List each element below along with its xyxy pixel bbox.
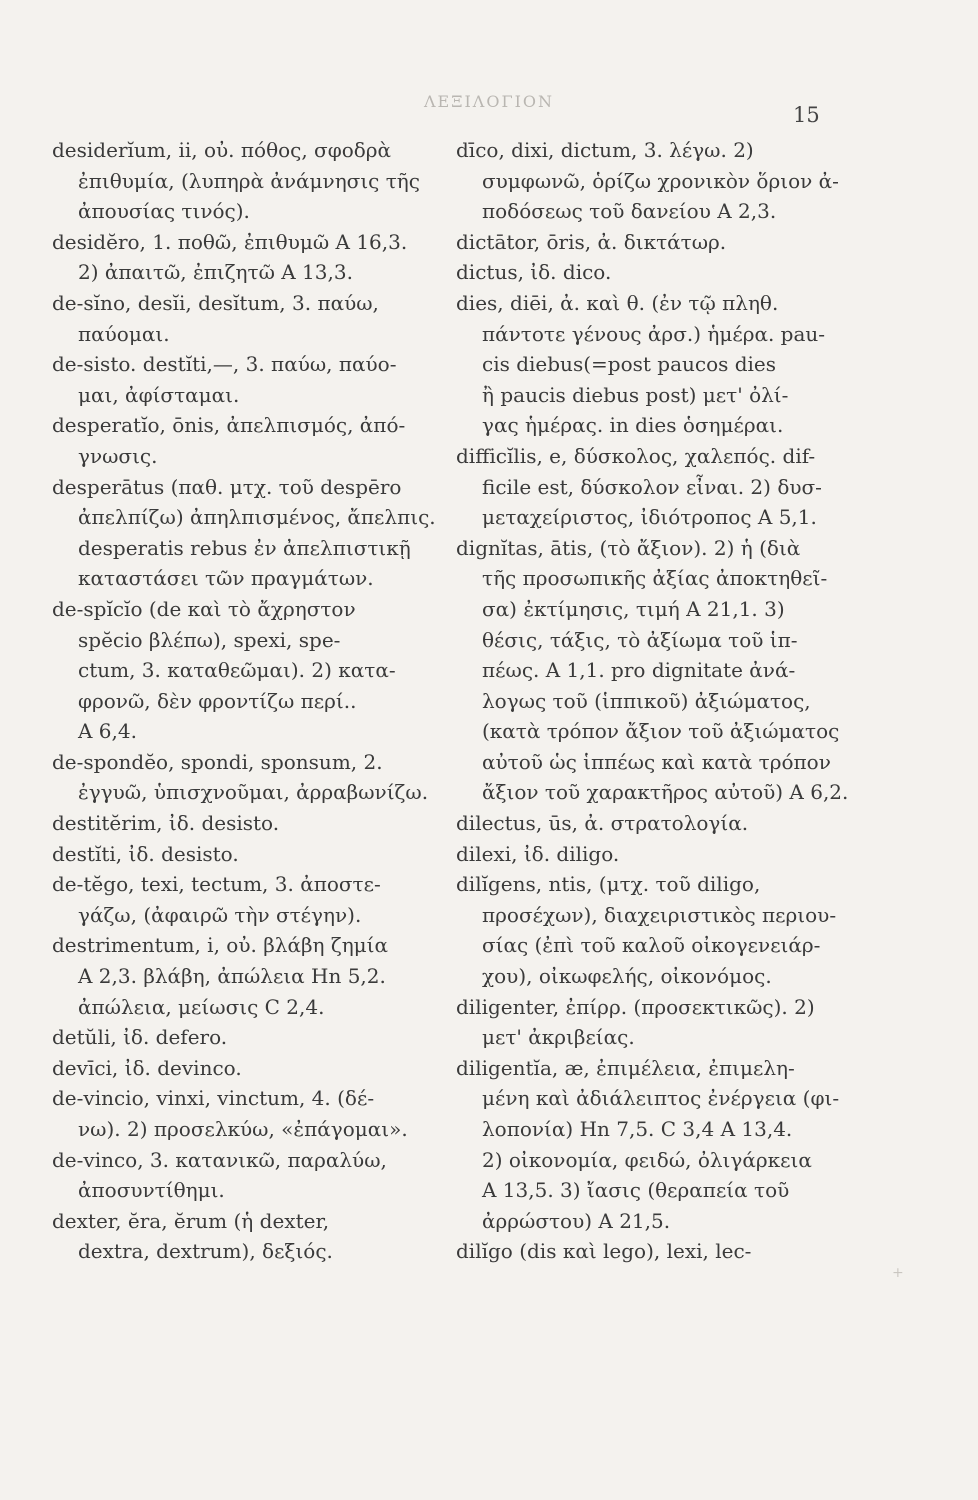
dictionary-line: ἐπιθυμία, (λυπηρὰ ἀνάμνησις τῆς (78, 168, 420, 193)
dictionary-line: de-spondĕo, spondi, sponsum, 2. (52, 749, 383, 774)
dictionary-line: παύομαι. (78, 321, 170, 346)
dictionary-line: dignĭtas, ātis, (τὸ ἄξιον). 2) ἡ (διὰ (456, 535, 801, 560)
dictionary-line: λοπονία) Hn 7,5. C 3,4 A 13,4. (482, 1117, 793, 1141)
dictionary-line: devīci, ἰδ. devinco. (52, 1055, 242, 1080)
dictionary-line: de-spĭcĭo (de καὶ τὸ ἄχρηστον (52, 596, 356, 621)
dictionary-line: A 6,4. (78, 719, 137, 744)
dictionary-line: ἀπελπίζω) ἀπηλπισμένος, ἄπελπις. (78, 505, 436, 530)
dictionary-line: de-sĭno, desĭi, desĭtum, 3. παύω, (52, 290, 379, 315)
dictionary-line: dictus, ἰδ. dico. (456, 260, 612, 285)
right-column (456, 135, 856, 1267)
dictionary-line: dīco, dixi, dictum, 3. λέγω. 2) (456, 138, 754, 162)
dictionary-line: ἢ paucis diebus post) μετ' ὀλί- (482, 382, 789, 407)
dictionary-line: μετ' ἀκριβείας. (482, 1025, 635, 1050)
dictionary-line: dictātor, ōris, ἀ. δικτάτωρ. (456, 229, 727, 254)
dictionary-line: σα) ἐκτίμησις, τιμή A 21,1. 3) (482, 596, 785, 621)
dictionary-line: dilexi, ἰδ. diligo. (456, 841, 620, 866)
dictionary-line: diligenter, ἐπίρρ. (προσεκτικῶς). 2) (456, 994, 815, 1019)
dictionary-line: 2) οἰκονομία, φειδώ, ὀλιγάρκεια (482, 1147, 812, 1172)
dictionary-line: dilectus, ūs, ἀ. στρατολογία. (456, 811, 749, 836)
dictionary-line: desiderĭum, ii, οὐ. πόθος, σφοδρὰ (52, 138, 392, 162)
dictionary-line: de-vincio, vinxi, vinctum, 4. (δέ- (52, 1086, 375, 1111)
left-column (52, 135, 442, 1267)
dictionary-line: φρονῶ, δὲν φροντίζω περί.. (78, 688, 357, 713)
dictionary-line: χου), οἰκωφελής, οἰκονόμος. (482, 964, 772, 989)
dictionary-line: μένη καὶ ἀδιάλειπτος ἐνέργεια (φι- (482, 1086, 840, 1111)
dictionary-line: dilĭgens, ntis, (μτχ. τοῦ diligo, (456, 872, 761, 897)
dictionary-line: difficĭlis, e, δύσκολος, χαλεπός. dif- (456, 443, 816, 468)
dictionary-line: desperatĭo, ōnis, ἀπελπισμός, ἀπό- (52, 413, 406, 438)
dictionary-line: 2) ἀπαιτῶ, ἐπιζητῶ A 13,3. (78, 260, 353, 285)
dictionary-line: cis diebus(=post paucos dies (482, 352, 777, 377)
dictionary-line: destrimentum, i, οὐ. βλάβη ζημία (52, 933, 389, 958)
dictionary-line: dexter, ĕra, ĕrum (ἡ dexter, (52, 1208, 330, 1233)
dictionary-line: dextra, dextrum), δεξιός. (78, 1239, 333, 1264)
dictionary-line: desperatis rebus ἐν ἀπελπιστικῇ (78, 535, 411, 560)
dictionary-line: ἀπώλεια, μείωσις C 2,4. (78, 994, 325, 1019)
dictionary-line: πάντοτε γένους ἀρσ.) ἡμέρα. pau- (482, 321, 826, 346)
dictionary-line: γάζω, (ἀφαιρῶ τὴν στέγην). (78, 902, 362, 927)
dictionary-line: dilĭgo (dis καὶ lego), lexi, lec- (456, 1239, 752, 1264)
dictionary-line: destĭti, ἰδ. desisto. (52, 841, 239, 866)
dictionary-line: συμφωνῶ, ὁρίζω χρονικὸν ὅριον ἀ- (482, 168, 839, 193)
dictionary-line: μαι, ἀφίσταμαι. (78, 382, 240, 407)
dictionary-line: γας ἡμέρας. in dies ὁσημέραι. (482, 413, 784, 438)
dictionary-line: ctum, 3. καταθεῶμαι). 2) κατα- (78, 658, 396, 683)
dictionary-line: detŭli, ἰδ. defero. (52, 1025, 228, 1050)
dictionary-line: desperātus (παθ. μτχ. τοῦ despēro (52, 474, 402, 499)
dictionary-line: προσέχων), διαχειριστικὸς περιου- (482, 902, 837, 927)
dictionary-line: de-tĕgo, texi, tectum, 3. ἀποστε- (52, 872, 381, 897)
dictionary-line: de-vinco, 3. κατανικῶ, παραλύω, (52, 1147, 387, 1172)
dictionary-line: νω). 2) προσελκύω, «ἐπάγομαι». (78, 1117, 408, 1141)
dictionary-line: de-sisto. destĭti,—, 3. παύω, παύο- (52, 352, 397, 377)
dictionary-line: λογως τοῦ (ἱππικοῦ) ἀξιώματος, (482, 688, 811, 713)
dictionary-line: μεταχείριστος, ἰδιότροπος A 5,1. (482, 505, 817, 530)
dictionary-line: desidĕro, 1. ποθῶ, ἐπιθυμῶ A 16,3. (52, 229, 408, 254)
dictionary-line: diligentĭa, æ, ἐπιμέλεια, ἐπιμελη- (456, 1055, 795, 1080)
dictionary-line: ἀποσυντίθημι. (78, 1178, 225, 1203)
dictionary-line: spĕcio βλέπω), spexi, spe- (78, 627, 341, 652)
dictionary-line: ἄξιον τοῦ χαρακτῆρος αὐτοῦ) A 6,2. (482, 780, 849, 805)
dictionary-line: σίας (ἐπὶ τοῦ καλοῦ οἰκογενειάρ- (482, 933, 821, 958)
dictionary-line: ficile est, δύσκολον εἶναι. 2) δυσ- (482, 474, 822, 499)
running-head: ΛΕΞΙΛΟΓΙΟΝ (423, 92, 555, 111)
dictionary-line: ἀπουσίας τινός). (78, 199, 250, 224)
dictionary-line: αὐτοῦ ὡς ἱππέως καὶ κατὰ τρόπον (482, 749, 831, 774)
dictionary-line: θέσις, τάξις, τὸ ἀξίωμα τοῦ ἱπ- (482, 627, 798, 652)
dictionary-line: A 13,5. 3) ἴασις (θεραπεία τοῦ (482, 1178, 790, 1203)
dictionary-line: dies, diēi, ἀ. καὶ θ. (ἐν τῷ πληθ. (456, 290, 779, 315)
dictionary-line: A 2,3. βλάβη, ἀπώλεια Hn 5,2. (78, 964, 386, 989)
dictionary-line: τῆς προσωπικῆς ἀξίας ἀποκτηθεῖ- (482, 566, 828, 591)
gutter-mark: + (892, 1265, 904, 1281)
dictionary-line: καταστάσει τῶν πραγμάτων. (78, 566, 374, 591)
dictionary-line: πέως. A 1,1. pro dignitate ἀνά- (482, 658, 796, 683)
dictionary-line: ἐγγυῶ, ὑπισχνοῦμαι, ἀρραβωνίζω. (78, 780, 429, 805)
dictionary-line: destitĕrim, ἰδ. desisto. (52, 811, 280, 836)
dictionary-line: ἀρρώστου) A 21,5. (482, 1208, 671, 1233)
dictionary-line: (κατὰ τρόπον ἄξιον τοῦ ἀξιώματος (482, 719, 840, 744)
dictionary-line: ποδόσεως τοῦ δανείου A 2,3. (482, 199, 777, 224)
dictionary-line: γνωσις. (78, 443, 158, 468)
page-number: 15 (793, 103, 820, 127)
